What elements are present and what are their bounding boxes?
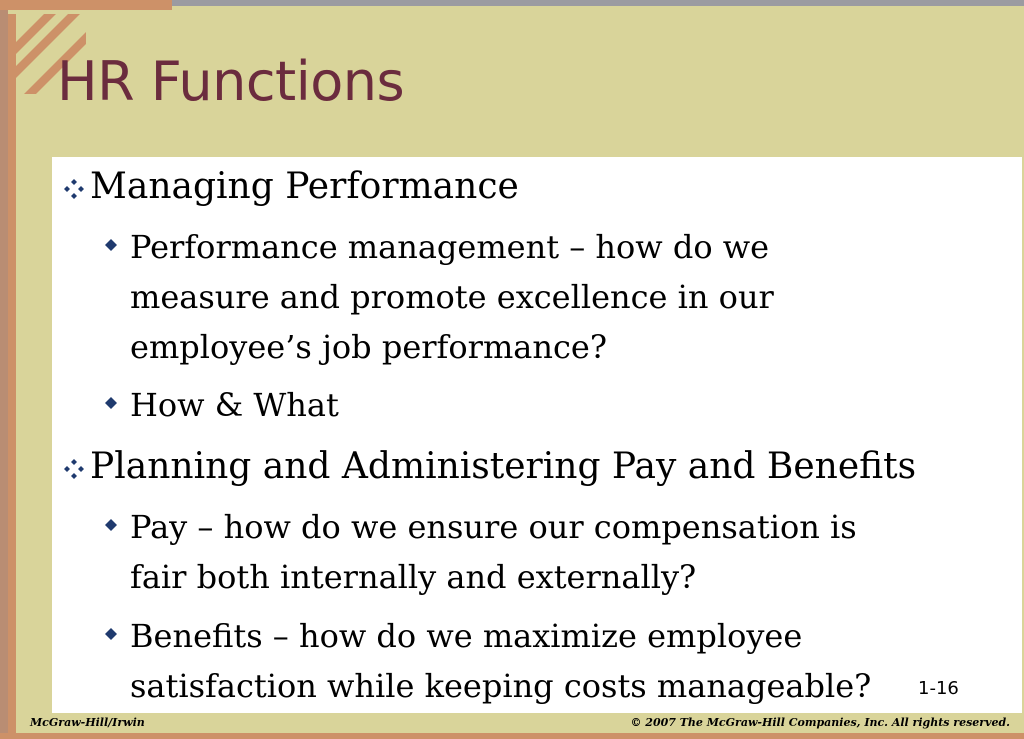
frame-top-left: [0, 0, 172, 10]
frame-top-right: [172, 0, 1024, 6]
sub-bullet-text: [130, 380, 1000, 430]
diamond-icon: [104, 238, 118, 252]
frame-left-inner: [8, 10, 16, 739]
sub-bullet-line: fair both internally and externally?: [130, 558, 697, 596]
diamond-icon: [104, 396, 118, 410]
bullet-text: Managing Performance: [90, 166, 519, 207]
sub-bullet-line: How & What: [130, 386, 339, 424]
diamond-icon: [104, 627, 118, 641]
sub-bullet-text: [130, 222, 1000, 372]
footer-publisher: McGraw-Hill/Irwin: [30, 716, 145, 729]
sub-bullet-line: Benefits – how do we maximize employee: [130, 617, 803, 655]
sub-bullet-line: Pay – how do we ensure our compensation is: [130, 508, 857, 546]
sub-bullet-line: Performance management – how do we: [130, 228, 770, 266]
diamond-icon: [104, 518, 118, 532]
frame-bottom: [0, 733, 1024, 739]
footer-copyright: © 2007 The McGraw-Hill Companies, Inc. All rights reserved.: [630, 716, 1010, 729]
slide-number: 1-16: [918, 678, 959, 699]
frame-left-band: [0, 0, 8, 739]
sub-bullet-line: satisfaction while keeping costs manageable?: [130, 667, 872, 705]
bullet-text: Planning and Administering Pay and Benefits: [90, 446, 917, 487]
sub-bullet-line: measure and promote excellence in our: [130, 278, 774, 316]
content-panel: [52, 157, 1022, 713]
slide-title: HR Functions: [57, 50, 405, 113]
sub-bullet-text: [130, 502, 1000, 602]
sub-bullet-line: employee’s job performance?: [130, 328, 607, 366]
four-diamond-icon: [62, 177, 86, 201]
sub-bullet-text: [130, 611, 1000, 711]
four-diamond-icon: [62, 457, 86, 481]
